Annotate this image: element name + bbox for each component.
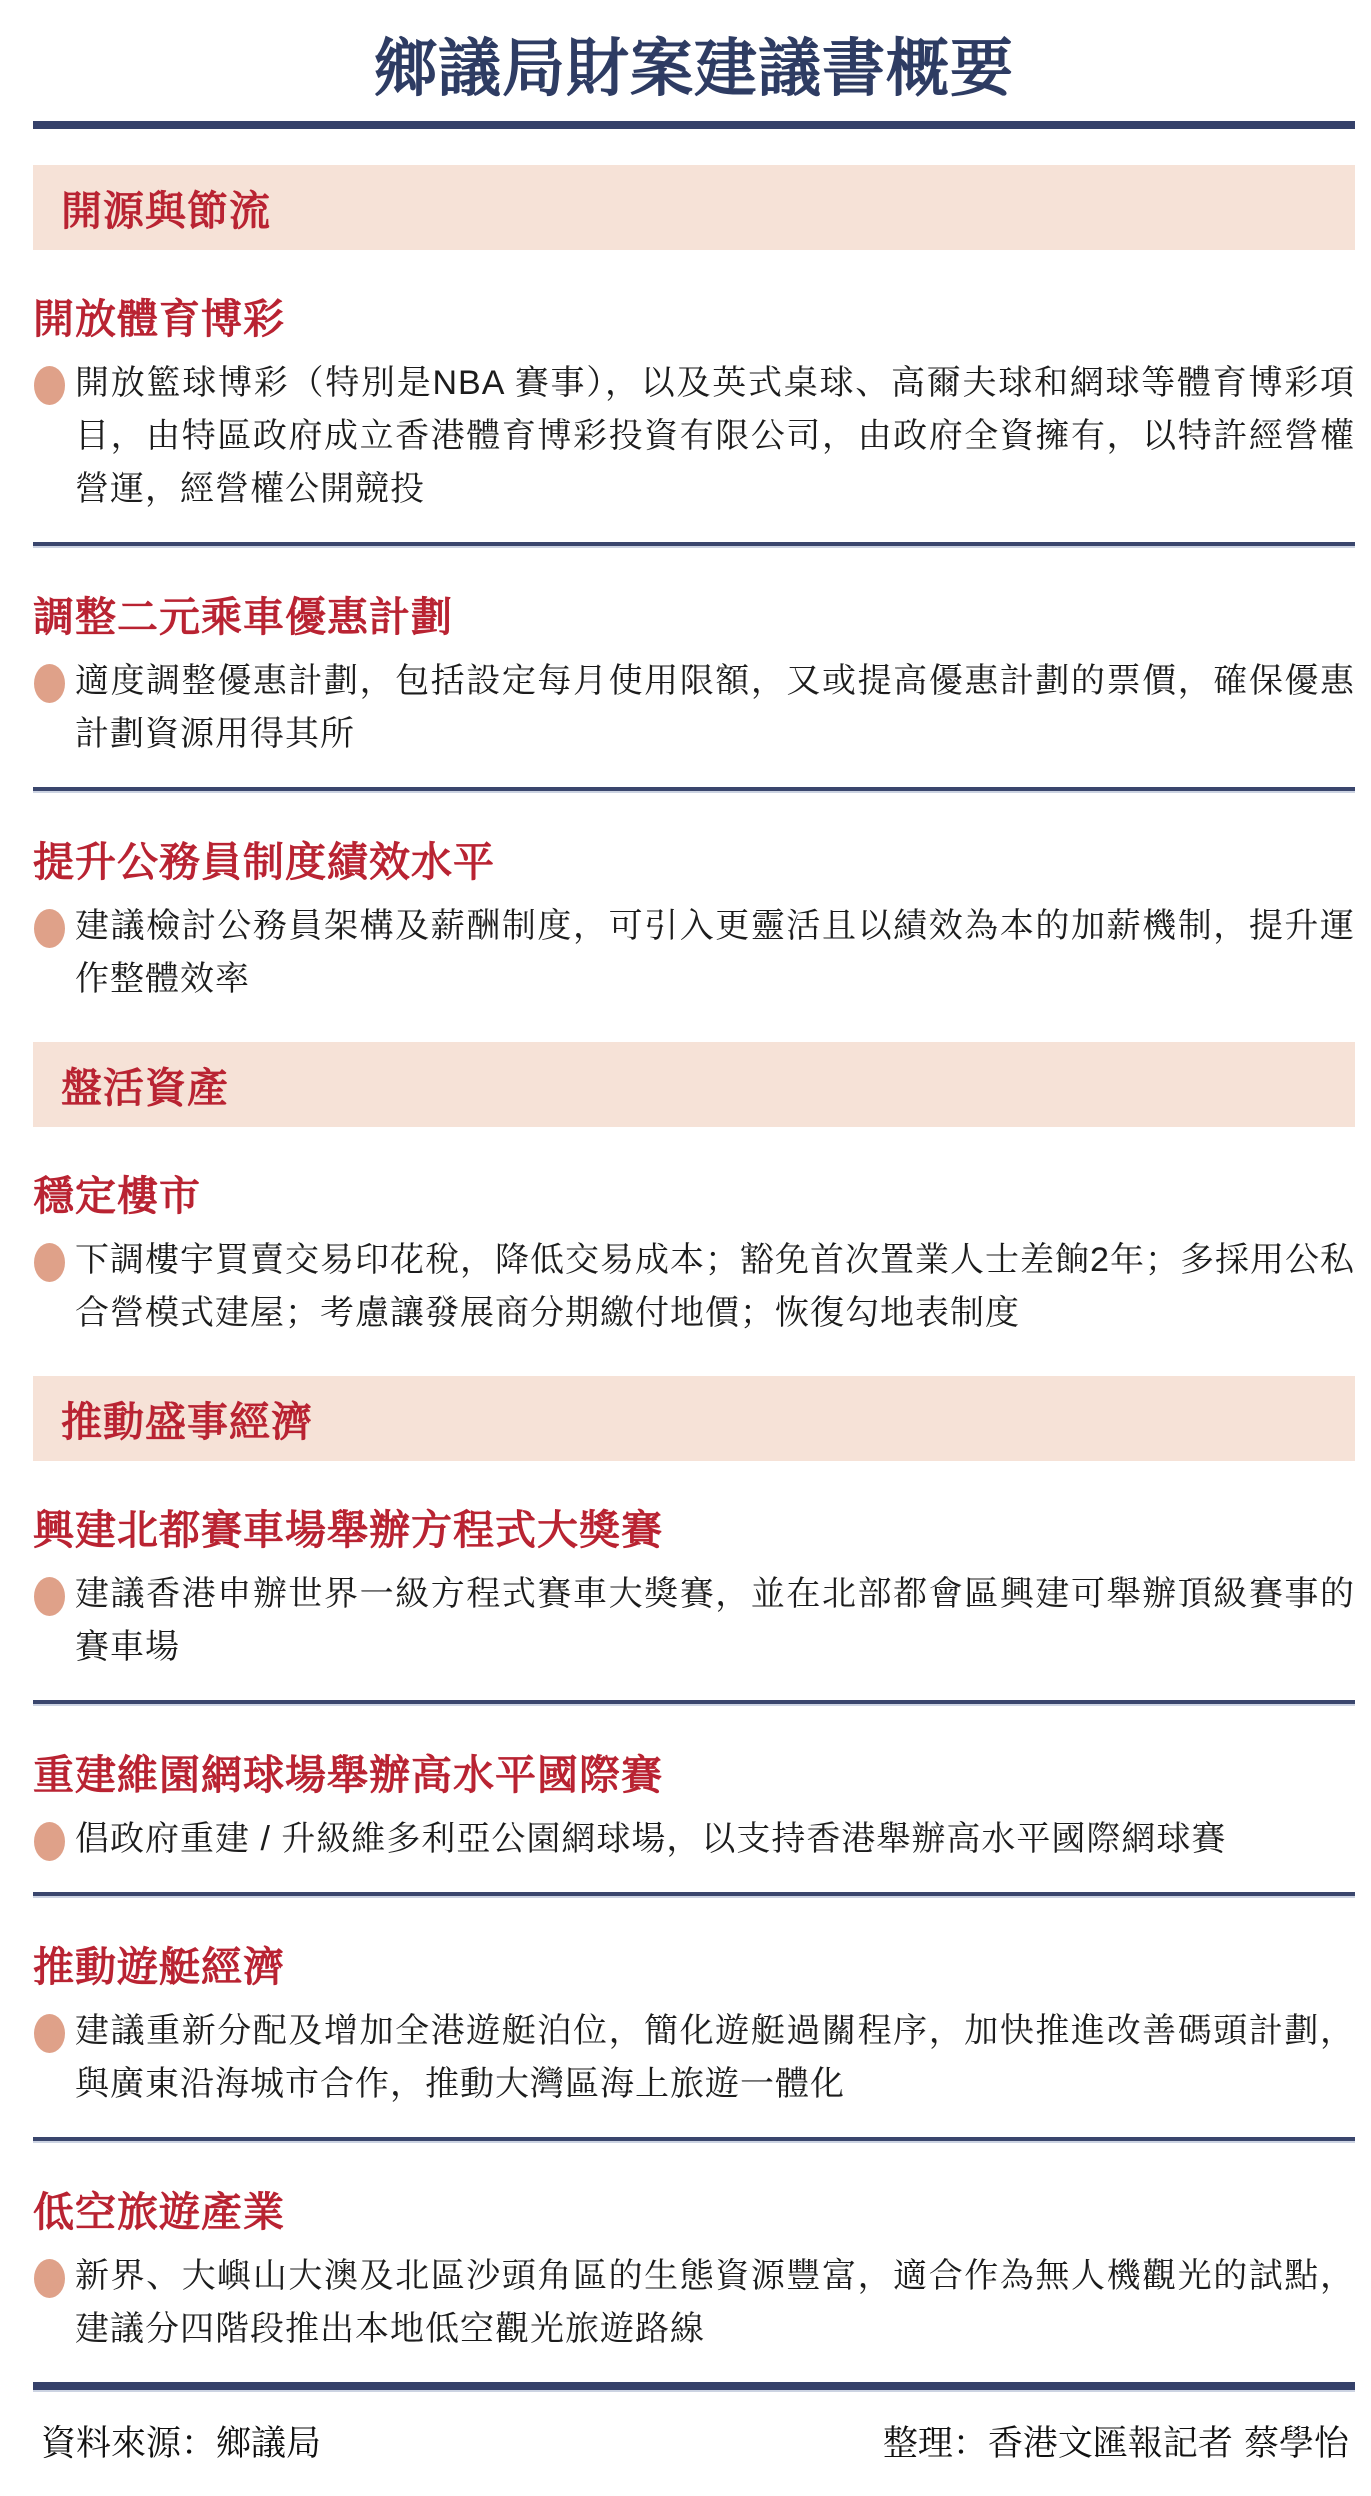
- section-divider: [33, 2137, 1355, 2143]
- page-title: 鄉議局財案建議書概要: [374, 34, 1014, 104]
- subsection: [33, 1742, 1355, 1866]
- section-banner: 開源與節流: [33, 165, 1355, 250]
- subsection-heading: 推動遊艇經濟: [33, 1944, 285, 1990]
- bullet-text: 適度調整優惠計劃，包括設定每月使用限額，又或提高優惠計劃的票價，確保優惠計劃資源用得其所: [75, 662, 1355, 753]
- bullet-text: 建議檢討公務員架構及薪酬制度，可引入更靈活且以績效為本的加薪機制，提升運作整體效率: [75, 907, 1355, 998]
- bullet-text: 倡政府重建 / 升級維多利亞公園網球場，以支持香港舉辦高水平國際網球賽: [75, 1820, 1227, 1858]
- section-banner: 推動盛事經濟: [33, 1376, 1355, 1461]
- title-rule: [33, 121, 1355, 129]
- subsection-heading: 興建北都賽車場舉辦方程式大獎賽: [33, 1507, 663, 1553]
- subsection-heading: 重建維園網球場舉辦高水平國際賽: [33, 1752, 663, 1798]
- section-divider: [33, 1700, 1355, 1706]
- subsection-heading: 調整二元乘車優惠計劃: [33, 594, 453, 640]
- bullet-dot-icon: [34, 2259, 65, 2298]
- subsection-heading: 開放體育博彩: [33, 296, 285, 342]
- section-open-source-cut-flow: [33, 165, 1355, 1006]
- bullet-text: 開放籃球博彩（特別是NBA 賽事），以及英式桌球、高爾夫球和網球等體育博彩項目，由特區政府成立香港體育博彩投資有限公司，由政府全資擁有，以特許經營權營運，經營權公開競投: [75, 364, 1355, 508]
- bullet-item: [33, 1813, 1355, 1866]
- section-banner: 盤活資產: [33, 1042, 1355, 1127]
- section-revitalize-assets: [33, 1042, 1355, 1340]
- bullet-dot-icon: [34, 909, 65, 948]
- bullet-text: 下調樓宇買賣交易印花稅，降低交易成本；豁免首次置業人士差餉2年；多採用公私合營模式建屋；考慮讓發展商分期繳付地價；恢復勾地表制度: [75, 1241, 1355, 1332]
- bullet-text: 建議香港申辦世界一級方程式賽車大獎賽，並在北部都會區興建可舉辦頂級賽事的賽車場: [75, 1575, 1355, 1666]
- bullet-item: [33, 655, 1355, 761]
- subsection-heading: 穩定樓市: [33, 1173, 201, 1219]
- subsection-heading: 提升公務員制度績效水平: [33, 839, 495, 885]
- bullet-item: [33, 357, 1355, 516]
- footer-source: 資料來源：鄉議局: [41, 2424, 322, 2464]
- section-mega-events-economy: [33, 1376, 1355, 2356]
- bullet-dot-icon: [34, 664, 65, 703]
- footer-credit: 整理：香港文匯報記者 蔡學怡: [882, 2424, 1349, 2464]
- bullet-item: [33, 1568, 1355, 1674]
- subsection: [33, 1163, 1355, 1340]
- subsection: [33, 286, 1355, 516]
- subsection-heading: 低空旅遊產業: [33, 2189, 285, 2235]
- footer-rule: [33, 2382, 1355, 2392]
- bullet-dot-icon: [34, 2014, 65, 2053]
- bullet-text: 建議重新分配及增加全港遊艇泊位，簡化遊艇過關程序，加快推進改善碼頭計劃，與廣東沿海城市合作，推動大灣區海上旅遊一體化: [75, 2012, 1355, 2103]
- bullet-dot-icon: [34, 1822, 65, 1861]
- footer: [33, 2392, 1355, 2466]
- subsection: [33, 829, 1355, 1006]
- subsection: [33, 584, 1355, 761]
- bullet-dot-icon: [34, 366, 65, 405]
- section-divider: [33, 1892, 1355, 1898]
- subsection: [33, 1934, 1355, 2111]
- bullet-item: [33, 900, 1355, 1006]
- subsection: [33, 2179, 1355, 2356]
- bullet-item: [33, 2005, 1355, 2111]
- section-divider: [33, 787, 1355, 793]
- section-divider: [33, 542, 1355, 548]
- bullet-text: 新界、大嶼山大澳及北區沙頭角區的生態資源豐富，適合作為無人機觀光的試點，建議分四階段推出本地低空觀光旅遊路線: [75, 2257, 1355, 2348]
- bullet-item: [33, 2250, 1355, 2356]
- bullet-dot-icon: [34, 1243, 65, 1282]
- bullet-dot-icon: [34, 1577, 65, 1616]
- subsection: [33, 1497, 1355, 1674]
- bullet-item: [33, 1234, 1355, 1340]
